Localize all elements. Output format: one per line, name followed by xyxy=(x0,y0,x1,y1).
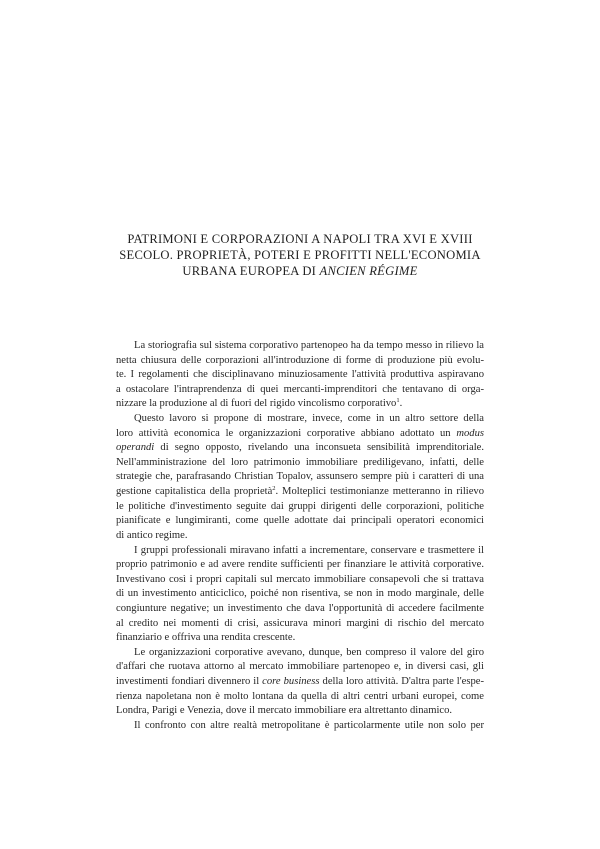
italic-term: core business xyxy=(262,676,320,688)
text-line xyxy=(116,441,484,456)
footnote-ref-2[interactable]: 2 xyxy=(272,485,276,493)
text-run: loro attività economica le organizzazioni corporative abbiano adottato un xyxy=(116,427,457,439)
text-line: Questo lavoro si propone di mostrare, invece, come in un altro settore della xyxy=(134,413,484,425)
text-line: Nell'amministrazione del loro patrimonio immobiliare prediligevano, infatti, delle xyxy=(116,456,484,468)
text-line: finanziario e offriva una rendita crescente. xyxy=(116,632,296,644)
paragraph-3 xyxy=(116,544,484,646)
text-run: . xyxy=(399,398,403,410)
chapter-title xyxy=(0,231,600,279)
title-line: PATRIMONI E CORPORAZIONI A NAPOLI TRA XVI E XVIII xyxy=(127,232,473,246)
text-run: gestione capitalistica della proprietà xyxy=(116,486,273,498)
text-run: . Molteplici testimonianze metteranno in rilievo xyxy=(275,486,484,498)
text-line: congiunture negative; un investimento che dava l'opportunità di accedere facilmente xyxy=(116,602,484,614)
text-run: della loro attività. D'altra parte l'espe- xyxy=(319,676,484,688)
text-line: pianificate e lungimiranti, come quelle adottate dai principali operatori economici xyxy=(116,515,484,527)
title-line xyxy=(0,263,600,279)
text-line: netta chiusura delle corporazioni all'introduzione di forme di produzione più evolu- xyxy=(116,354,484,366)
text-line: a ostacolare l'intraprendenza di quei mercanti-imprenditori che tentavano di orga- xyxy=(116,383,484,395)
text-line: te. I regolamenti che disciplinavano minuziosamente l'attività produttiva aspiravano xyxy=(116,369,484,381)
text-run: investimenti fondiari divennero il xyxy=(116,676,263,688)
text-line xyxy=(116,675,484,690)
text-line: I gruppi professionali miravano infatti a incrementare, conservare e trasmettere il xyxy=(134,544,484,556)
text-line: le politiche d'investimento seguite dai gruppi dirigenti delle corporazioni, politiche xyxy=(116,500,484,512)
text-line: di un investimento anticiclico, poiché non risentiva, se non in modo marginale, delle xyxy=(116,588,484,600)
text-run: nizzare la produzione al di fuori del rigido vincolismo corporativo xyxy=(116,398,397,410)
paragraph-4 xyxy=(116,646,484,719)
text-line: Investivano così i propri capitali sul mercato immobiliare consapevoli che si trattava xyxy=(116,573,484,585)
italic-term: operandi xyxy=(116,442,155,454)
text-line: rienza napoletana non è molto lontana da quella di altri centri urbani europei, come xyxy=(116,690,484,702)
text-line: Il confronto con altre realtà metropolitane è particolarmente utile non solo per xyxy=(134,719,484,731)
footnote-ref-1[interactable]: 1 xyxy=(396,397,400,405)
text-line: strategie che, parafrasando Christian Topalov, assunsero sempre più i caratteri di una xyxy=(116,471,484,483)
text-line: di antico regime. xyxy=(116,529,188,541)
title-text: URBANA EUROPEA DI xyxy=(182,264,320,278)
italic-term: modus xyxy=(456,427,484,439)
text-line: La storiografia sul sistema corporativo partenopeo ha da tempo messo in rilievo la xyxy=(134,340,484,351)
title-line: SECOLO. PROPRIETÀ, POTERI E PROFITTI NELL'ECONOMIA xyxy=(119,248,481,262)
paragraph-5 xyxy=(116,719,484,734)
paragraph-1 xyxy=(116,339,484,412)
text-line: Londra, Parigi e Venezia, dove il mercato immobiliare era altrettanto dinamico. xyxy=(116,705,453,717)
text-line xyxy=(116,485,484,500)
text-run: di segno opposto, rivelando una inconsueta sensibilità imprenditoriale. xyxy=(154,442,484,454)
title-italic-text: ANCIEN RÉGIME xyxy=(319,264,418,278)
text-line: Le organizzazioni corporative avevano, dunque, ben compreso il valore del giro xyxy=(134,646,484,658)
text-line xyxy=(116,427,484,442)
text-line: proprio patrimonio e ad avere rendite sufficienti per finanziare le attività corporative. xyxy=(116,559,484,571)
body-text xyxy=(116,339,484,733)
text-line: al credito nei momenti di crisi, assicurava minori margini di rischio del mercato xyxy=(116,617,484,629)
text-line xyxy=(116,397,484,412)
paragraph-2 xyxy=(116,412,484,543)
text-line: d'affari che ruotava attorno al mercato immobiliare partenopeo e, in diversi casi, gli xyxy=(116,661,484,673)
